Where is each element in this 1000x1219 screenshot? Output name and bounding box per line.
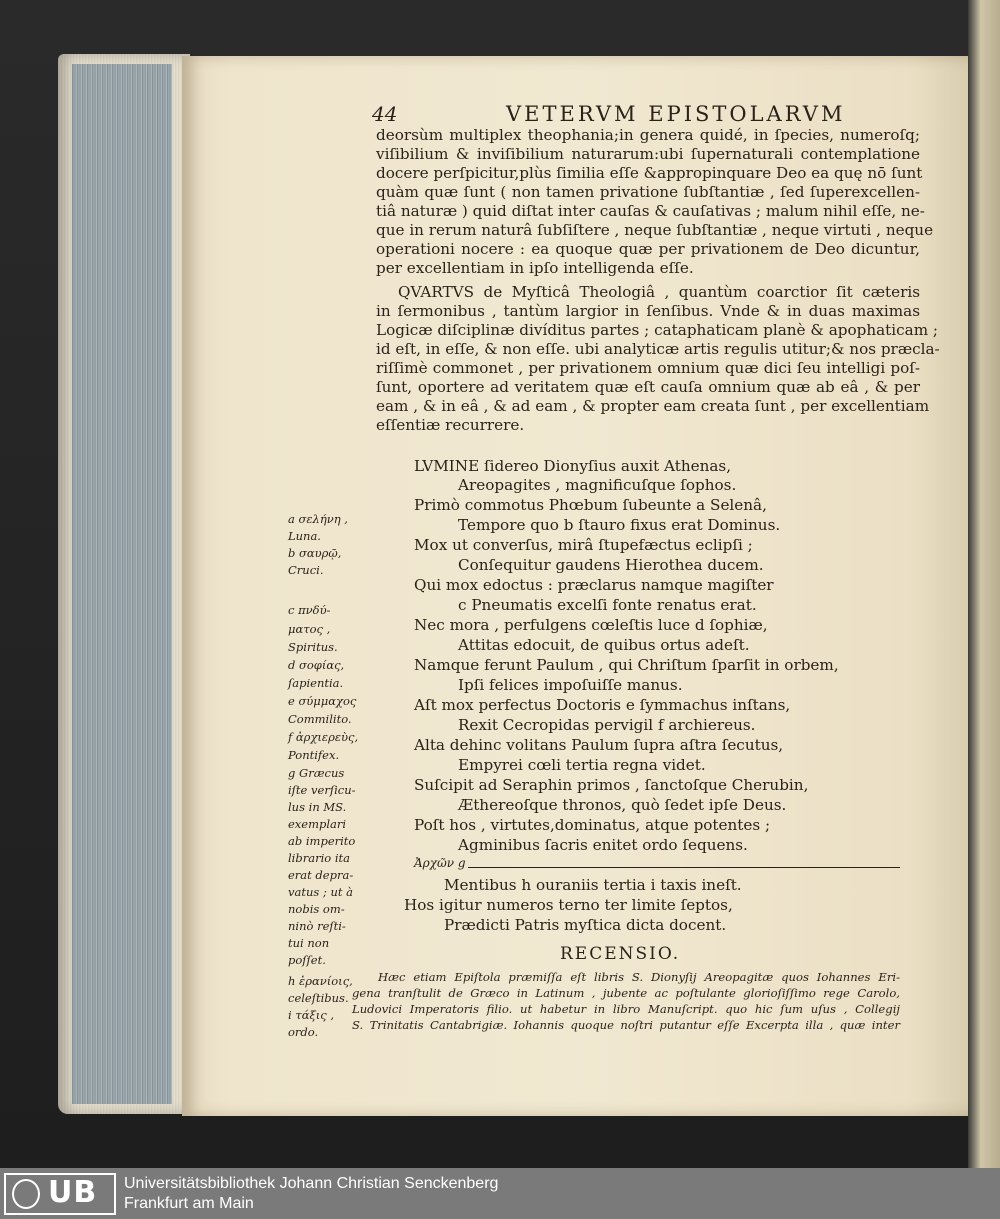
margin-note: i τάξις , xyxy=(288,1008,335,1022)
verse-line: Prædicti Patris myſtica dicta docent. xyxy=(444,916,727,934)
prose-line: eſſentiæ recurrere. xyxy=(376,416,525,434)
prose-line: riſſimè commonet , per privationem omnium quæ dici ſeu intelligi poſ- xyxy=(376,359,920,377)
margin-note: c πνδύ- xyxy=(288,603,331,617)
facing-page-edge xyxy=(968,0,1000,1168)
margin-note: ninò reſti- xyxy=(288,919,346,933)
verse-line: Ipſi felices impoſuiſſe manus. xyxy=(458,676,683,694)
recensio-line: Ludovici Imperatoris filio. ut habetur in libro Manuſcript. quo hic ſum uſus , Collegij xyxy=(352,1002,900,1016)
verse-line: Nec mora , perfulgens cœleſtis luce d ſophiæ, xyxy=(414,616,768,634)
page-number: 44 xyxy=(372,102,398,126)
prose-line: que in rerum naturâ ſubſiſtere , neque ſubſtantiæ , neque virtuti , neque xyxy=(376,221,934,239)
verse-line: Mox ut converſus, mirâ ſtupefæctus eclipſi ; xyxy=(414,536,753,554)
margin-note: celeſtibus. xyxy=(288,991,349,1005)
running-title: VETERVM EPISTOLARVM xyxy=(506,102,846,126)
margin-note: ματος , xyxy=(288,622,331,636)
prose-line: QVARTVS de Myſticâ Theologiâ , quantùm coarctior ſit cæteris xyxy=(398,283,920,301)
margin-note: Commilito. xyxy=(288,712,352,726)
prose-line: eam , & in eâ , & ad eam , & propter eam creata ſunt , per excellentiam xyxy=(376,397,930,415)
prose-line: per excellentiam in ipſo intelligenda eſſe. xyxy=(376,259,694,277)
prose-line: operationi nocere : ea quoque quæ per privationem de Deo dicuntur, xyxy=(376,240,920,258)
verse-line: Tempore quo b ſtauro fixus erat Dominus. xyxy=(458,516,781,534)
verse-line: Æthereoſque thronos, quò ſedet ipſe Deus. xyxy=(458,796,787,814)
verse-line: Primò commotus Phœbum ſubeunte a Selenâ, xyxy=(414,496,767,514)
margin-note: ſapientia. xyxy=(288,676,344,690)
margin-note: Spiritus. xyxy=(288,640,338,654)
margin-note: ab imperito xyxy=(288,834,356,848)
prose-line: in ſermonibus , tantùm largior in ſenſibus. Vnde & in duas maximas xyxy=(376,302,920,320)
prose-line: docere perſpicitur,plùs ſimilia eſſe &appropinquare Deo ea quę nō ſunt xyxy=(376,164,923,182)
omission-dash-line xyxy=(468,867,900,868)
margin-note: vatus ; ut à xyxy=(288,885,354,899)
verse-line: Conſequitur gaudens Hierothea ducem. xyxy=(458,556,764,574)
margin-note: Luna. xyxy=(288,529,321,543)
recensio-line: S. Trinitatis Cantabrigiæ. Iohannis quoque noſtri putantur eſſe Excerpta illa , quæ inter xyxy=(352,1018,900,1032)
margin-note: iſte verſicu- xyxy=(288,783,356,797)
verse-line: LVMINE ſidereo Dionyſius auxit Athenas, xyxy=(414,457,732,475)
margin-note: g Græcus xyxy=(288,766,345,780)
verse-line: c Pneumatis excelſi fonte renatus erat. xyxy=(458,596,757,614)
book-page-edges xyxy=(58,54,190,1114)
prose-line: ſunt, oportere ad veritatem quæ eſt cauſa omnium quæ ab eâ , & per xyxy=(376,378,920,396)
margin-note: poſſet. xyxy=(288,953,326,967)
prose-line: viſibilium & inviſibilium naturarum:ubi ſupernaturali contemplatione xyxy=(376,145,920,163)
verse-line: Mentibus h ouraniis tertia i taxis ineſt. xyxy=(444,876,742,894)
margin-note: d σοφίας, xyxy=(288,658,345,672)
recensio-line: Hæc etiam Epiſtola præmiſſa eſt libris S. Dionyſij Areopagitæ quos Iohannes Eri- xyxy=(378,970,900,984)
verse-line: Poſt hos , virtutes,dominatus, atque potentes ; xyxy=(414,816,771,834)
seal-icon xyxy=(12,1179,40,1209)
margin-note: b σαυρῷ, xyxy=(288,546,342,560)
margin-note: lus in MS. xyxy=(288,800,347,814)
margin-note: erat depra- xyxy=(288,868,354,882)
logo-text: UB xyxy=(48,1175,98,1210)
prose-line: tiâ naturæ ) quid diſtat inter cauſas & cauſativas ; malum nihil eſſe, ne- xyxy=(376,202,925,220)
prose-line: deorsùm multiplex theophania;in genera quidé, in ſpecies, numeroſq; xyxy=(376,126,920,144)
verse-line: Areopagites , magnificuſque ſophos. xyxy=(458,476,737,494)
margin-note: exemplari xyxy=(288,817,347,831)
verse-line: Aſt mox perfectus Doctoris e ſymmachus inſtans, xyxy=(414,696,791,714)
margin-note: h ἐρανίοις, xyxy=(288,974,353,988)
verse-line-greek: Ἀρχῶν g xyxy=(414,856,466,870)
margin-note: ordo. xyxy=(288,1025,319,1039)
verse-line: Suſcipit ad Seraphin primos , ſanctoſque Cherubin, xyxy=(414,776,809,794)
margin-note: f ἀρχιερεὺς, xyxy=(288,730,359,744)
margin-note: Pontifex. xyxy=(288,748,340,762)
library-logo[interactable] xyxy=(4,1173,116,1215)
library-name: Universitätsbibliothek Johann Christian Senckenberg xyxy=(124,1175,499,1192)
verse-line: Qui mox edoctus : præclarus namque magiſter xyxy=(414,576,774,594)
margin-note: e σύμμαχος xyxy=(288,694,357,708)
recensio-heading: RECENSIO. xyxy=(560,944,681,964)
verse-line: Agminibus ſacris enitet ordo ſequens. xyxy=(458,836,748,854)
margin-note: a σελήνη , xyxy=(288,512,348,526)
verse-line: Empyrei cœli tertia regna videt. xyxy=(458,756,706,774)
margin-note: Cruci. xyxy=(288,563,324,577)
margin-note: librario ita xyxy=(288,851,350,865)
verse-line: Rexit Cecropidas pervigil f archiereus. xyxy=(458,716,756,734)
verse-line: Attitas edocuit, de quibus ortus adeſt. xyxy=(458,636,750,654)
prose-line: id eſt, in eſſe, & non eſſe. ubi analyticæ artis regulis utitur;& nos præcla- xyxy=(376,340,940,358)
library-location: Frankfurt am Main xyxy=(124,1195,254,1212)
margin-note: nobis om- xyxy=(288,902,345,916)
verse-line: Namque ferunt Paulum , qui Chriſtum ſparſit in orbem, xyxy=(414,656,839,674)
margin-note: tui non xyxy=(288,936,330,950)
verse-line: Hos igitur numeros terno ter limite ſeptos, xyxy=(404,896,733,914)
prose-line: quàm quæ ſunt ( non tamen privatione ſubſtantiæ , ſed ſuperexcellen- xyxy=(376,183,920,201)
verse-line: Alta dehinc volitans Paulum ſupra aſtra ſecutus, xyxy=(414,736,784,754)
prose-line: Logicæ diſciplinæ divíditus partes ; cataphaticam planè & apophaticam ; xyxy=(376,321,939,339)
recensio-line: gena tranſtulit de Græco in Latinum , jubente ac poſtulante glorioſiſſimo rege Carolo, xyxy=(352,986,900,1000)
